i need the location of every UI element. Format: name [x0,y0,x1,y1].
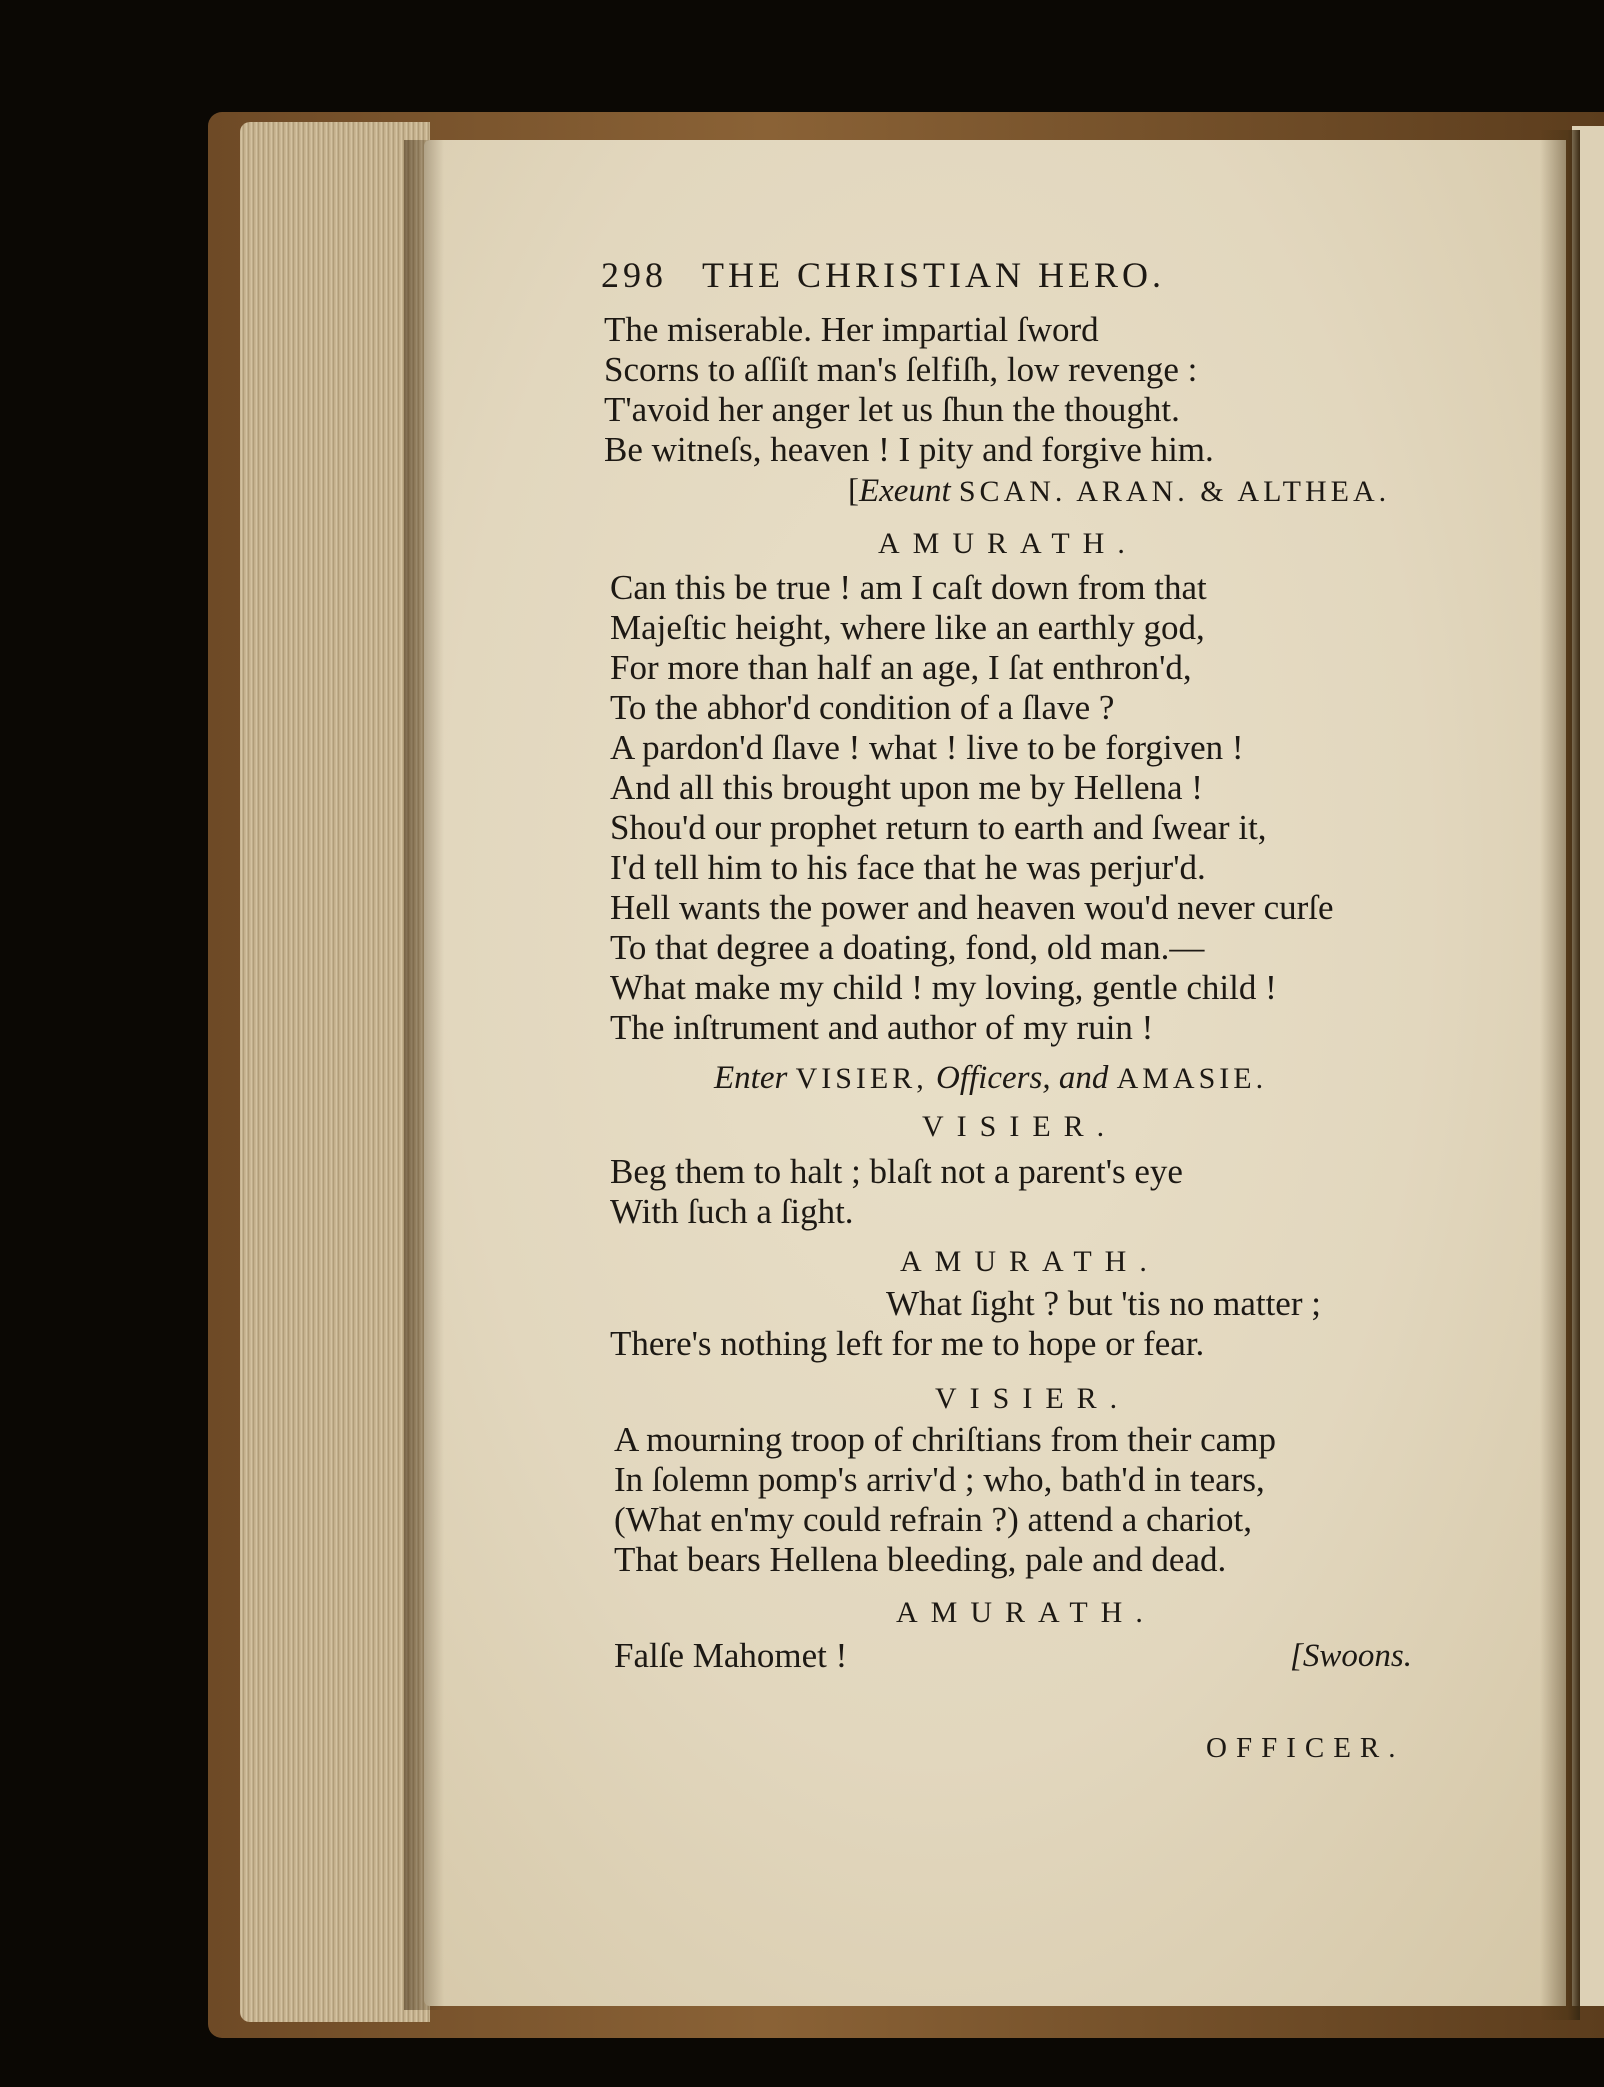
verse-line: A pardon'd ſlave ! what ! live to be forgiven ! [610,728,1244,767]
speaker-name: AMURATH. [896,1596,1156,1629]
verse-line: For more than half an age, I ſat enthron'd, [610,648,1192,687]
exeunt-characters: SCAN. ARAN. & ALTHEA. [958,475,1391,508]
verse-line: The miserable. Her impartial ſword [604,310,1099,349]
verse-line: With ſuch a ſight. [610,1192,854,1231]
officers-words: Officers, and [936,1060,1109,1096]
speaker-name: VISIER. [922,1110,1118,1143]
verse-line: Be witneſs, heaven ! I pity and forgive him. [604,430,1214,469]
verse-line: To that degree a doating, fond, old man.— [610,928,1205,967]
verse-line: There's nothing left for me to hope or fear. [610,1324,1205,1363]
page-number: 298 [601,255,667,295]
enter-word: Enter [714,1060,788,1096]
bracket: [ [848,473,859,509]
verse-line: In ſolemn pomp's arriv'd ; who, bath'd in tears, [614,1460,1265,1499]
verse-line: And all this brought upon me by Hellena ! [610,768,1203,807]
visier-name: VISIER, [795,1062,928,1095]
running-header [601,254,1165,296]
verse-line: The inſtrument and author of my ruin ! [610,1008,1154,1047]
verse-line: Beg them to halt ; blaſt not a parent's eye [610,1152,1183,1191]
speaker-name: AMURATH. [900,1245,1160,1278]
exit-stage-direction [848,473,1390,510]
verse-line: Scorns to aſſiſt man's ſelfiſh, low revenge : [604,350,1198,389]
swoons-text: [Swoons. [1290,1638,1412,1674]
running-title: THE CHRISTIAN HERO. [702,255,1165,295]
verse-line: Shou'd our prophet return to earth and ſwear it, [610,808,1267,847]
speaker-name: AMURATH. [878,527,1138,560]
verse-line: Falſe Mahomet ! [614,1636,848,1675]
verse-line: I'd tell him to his face that he was perjur'd. [610,848,1206,887]
verse-line: That bears Hellena bleeding, pale and dead. [614,1540,1227,1579]
verse-line: Majeſtic height, where like an earthly god, [610,608,1205,647]
enter-stage-direction [714,1060,1267,1097]
verse-line: What ſight ? but 'tis no matter ; [886,1284,1321,1323]
speaker-name: VISIER. [935,1382,1131,1415]
catchword: OFFICER. [1206,1732,1405,1764]
amasie-name: AMASIE. [1116,1062,1268,1095]
verse-line: Can this be true ! am I caſt down from that [610,568,1207,607]
exeunt-word: Exeunt [859,473,951,509]
verse-line: What make my child ! my loving, gentle child ! [610,968,1277,1007]
verse-line: (What en'my could refrain ?) attend a chariot, [614,1500,1252,1539]
verse-line: To the abhor'd condition of a ſlave ? [610,688,1115,727]
verse-line: T'avoid her anger let us ſhun the thought. [604,390,1180,429]
verse-line: Hell wants the power and heaven wou'd never curſe [610,888,1334,927]
verse-line: A mourning troop of chriſtians from their camp [614,1420,1276,1459]
swoons-stage-direction [1290,1638,1412,1675]
